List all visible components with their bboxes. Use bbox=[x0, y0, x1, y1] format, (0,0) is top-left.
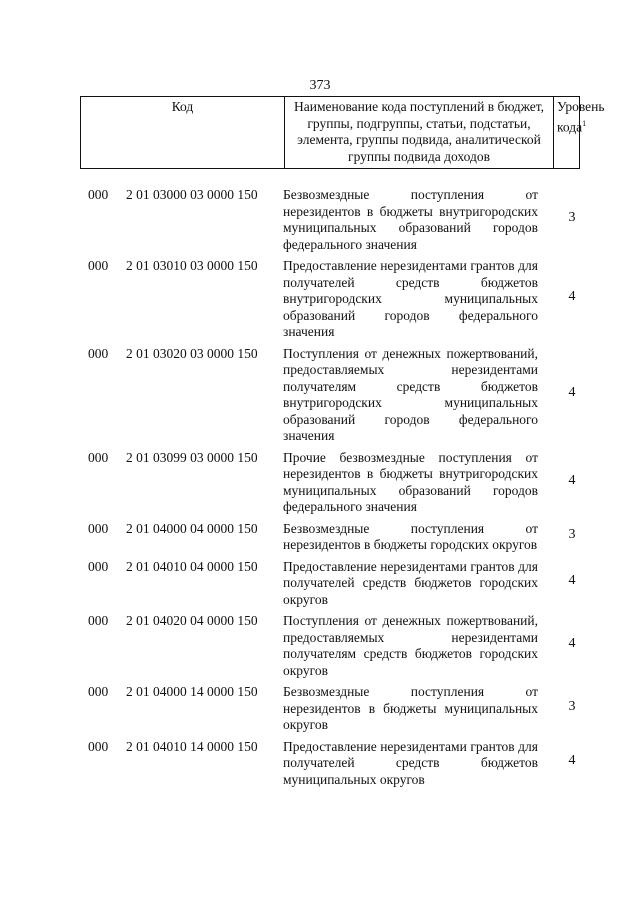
table-row bbox=[0, 735, 640, 789]
row-prefix: 000 bbox=[88, 684, 109, 699]
row-code: 2 01 03099 03 0000 150 bbox=[126, 449, 258, 465]
table-row bbox=[0, 342, 640, 445]
row-level: 4 bbox=[568, 385, 576, 400]
row-code: 2 01 04000 04 0000 150 bbox=[126, 520, 258, 536]
row-level: 4 bbox=[568, 289, 576, 305]
header-name: Наименование кода поступлений в бюджет, группы, подгруппы, статьи, подстатьи, элемента, группы подвида, аналитической группы подвида доходов bbox=[285, 97, 554, 169]
table-row bbox=[0, 254, 640, 341]
row-code: 2 01 04000 14 0000 150 bbox=[126, 684, 258, 699]
row-level: 3 bbox=[568, 527, 576, 542]
row-level: 4 bbox=[568, 753, 576, 769]
table-body bbox=[0, 183, 640, 789]
header-code: Код bbox=[81, 97, 285, 169]
row-name: Прочие безвозмездные поступления от нерезидентов в бюджеты внутригородских муниципальных образований городов федерального значения bbox=[283, 449, 538, 514]
row-prefix: 000 bbox=[88, 558, 109, 574]
row-name: Поступления от денежных пожертвований, предоставляемых нерезидентами получателям средств бюджетов внутригородских муниципальных образований городов федерального значения bbox=[283, 345, 538, 443]
row-level: 4 bbox=[568, 636, 576, 651]
table-row bbox=[0, 446, 640, 516]
row-prefix: 000 bbox=[88, 449, 109, 465]
page-number: 373 bbox=[309, 78, 331, 93]
header-level bbox=[554, 97, 605, 169]
row-code: 2 01 03020 03 0000 150 bbox=[126, 345, 258, 361]
table-row bbox=[0, 183, 640, 253]
row-code: 2 01 04020 04 0000 150 bbox=[126, 613, 258, 628]
row-name: Предоставление нерезидентами грантов для получателей средств бюджетов внутригородских муниципальных образований городов федерального значения bbox=[283, 258, 538, 339]
table-row bbox=[0, 609, 640, 679]
row-prefix: 000 bbox=[88, 613, 109, 628]
row-prefix: 000 bbox=[88, 345, 109, 361]
row-name: Предоставление нерезидентами грантов для получателей средств бюджетов городских округов bbox=[283, 558, 538, 607]
table-row bbox=[0, 555, 640, 609]
row-name: Безвозмездные поступления от нерезидентов в бюджеты муниципальных округов bbox=[283, 684, 538, 732]
table-row bbox=[0, 680, 640, 734]
row-prefix: 000 bbox=[88, 738, 109, 754]
row-name: Предоставление нерезидентами грантов для получателей средств бюджетов муниципальных округов bbox=[283, 738, 538, 787]
row-prefix: 000 bbox=[88, 187, 109, 202]
row-level: 4 bbox=[568, 472, 576, 488]
row-level: 3 bbox=[568, 698, 576, 714]
header-level-label: Уровень кода bbox=[557, 99, 605, 134]
row-name: Безвозмездные поступления от нерезидентов в бюджеты внутригородских муниципальных образований городов федерального значения bbox=[283, 187, 538, 252]
row-code: 2 01 03010 03 0000 150 bbox=[126, 258, 258, 273]
row-code: 2 01 04010 04 0000 150 bbox=[126, 558, 258, 574]
row-prefix: 000 bbox=[88, 258, 109, 273]
header-level-footnote: 1 bbox=[582, 118, 587, 128]
table-row bbox=[0, 517, 640, 554]
table-header bbox=[80, 96, 605, 169]
row-name: Безвозмездные поступления от нерезидентов в бюджеты городских округов bbox=[283, 520, 538, 552]
row-prefix: 000 bbox=[88, 520, 109, 536]
row-code: 2 01 04010 14 0000 150 bbox=[126, 738, 258, 754]
row-level: 4 bbox=[568, 573, 576, 589]
row-level: 3 bbox=[568, 210, 576, 225]
row-code: 2 01 03000 03 0000 150 bbox=[126, 187, 258, 202]
row-name: Поступления от денежных пожертвований, предоставляемых нерезидентами получателям средств бюджетов городских округов bbox=[283, 613, 538, 678]
